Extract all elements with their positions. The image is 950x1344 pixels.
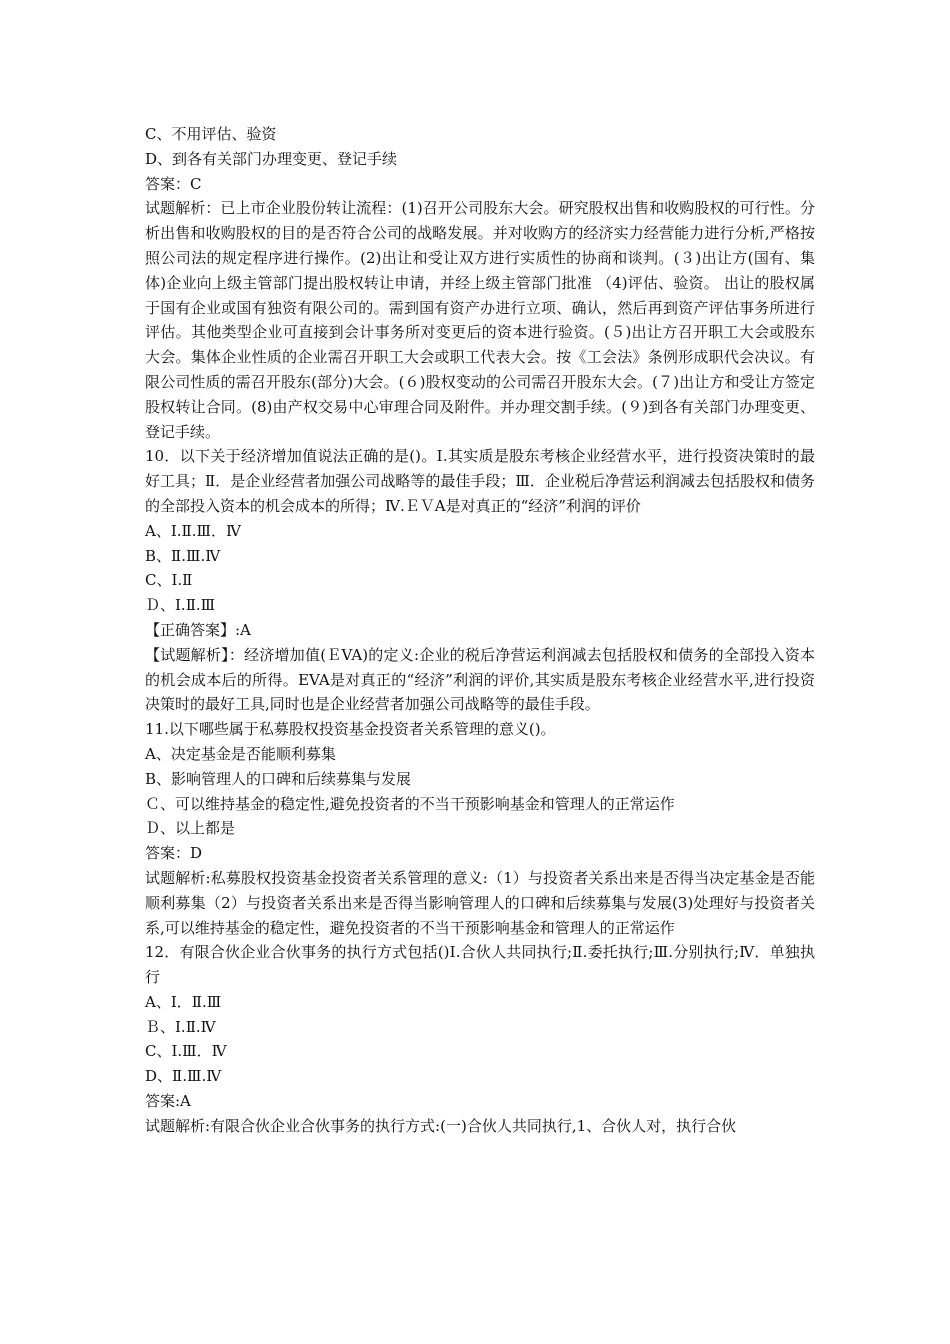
option-b: B、Ⅱ.Ⅲ.Ⅳ [145, 546, 221, 565]
option-a: A、决定基金是否能顺利募集 [145, 744, 336, 763]
option-d: Ｄ、以上都是 [145, 819, 236, 838]
correct-answer: 【正确答案】:A [145, 620, 251, 639]
explanation: 试题解析:有限合伙企业合伙事务的执行方式:(一)合伙人共同执行,1、合伙人对，执行合伙 [145, 1116, 737, 1135]
answer: 答案：C [145, 174, 202, 193]
option-b: B、影响管理人的口碑和后续募集与发展 [145, 769, 412, 788]
document-page [145, 122, 815, 1139]
option-c: C、Ⅰ.Ⅲ．Ⅳ [145, 1042, 227, 1061]
question-12: 12．有限合伙企业合伙事务的执行方式包括()Ⅰ.合伙人共同执行;Ⅱ.委托执行;Ⅲ.分别执行;Ⅳ．单独执行 [145, 943, 815, 987]
option-c: Ｃ、可以维持基金的稳定性,避免投资者的不当干预影响基金和管理人的正常运作 [145, 794, 675, 813]
answer: 答案:A [145, 1092, 191, 1111]
question-10: 10．以下关于经济增加值说法正确的是()。Ⅰ.其实质是股东考核企业经营水平，进行投资决策时的最好工具；Ⅱ．是企业经营者加强公司战略等的最佳手段；Ⅲ．企业税后净营运利润减去包括股权和债务的全部投入资本的机会成本的所得；Ⅳ.ＥＶA是对真正的“经济”利润的评价 [145, 447, 815, 515]
option-c: C、不用评估、验资 [145, 125, 277, 143]
explanation: 试题解析:私募股权投资基金投资者关系管理的意义:（1）与投资者关系出来是否得当决定基金是否能顺利募集（2）与投资者关系出来是否得当影响管理人的口碑和后续募集与发展(3)处理好与投资者关系,可以维持基金的稳定性，避免投资者的不当干预影响基金和管理人的正常运作 [145, 868, 815, 937]
question-11: 11.以下哪些属于私募股权投资基金投资者关系管理的意义()。 [145, 720, 556, 739]
explanation: 【试题解析】：经济增加值(ＥVA)的定义:企业的税后净营运利润减去包括股权和债务的全部投入资本的机会成本后的所得。EVA是对真正的“经济”利润的评价,其实质是股东考核企业经营水平,进行投资决策时的最好工具,同时也是企业经营者加强公司战略等的最佳手段。 [145, 645, 815, 714]
explanation: 试题解析：已上市企业股份转让流程：(1)召开公司股东大会。研究股权出售和收购股权的可行性。分析出售和收购股权的目的是否符合公司的战略发展。并对收购方的经济实力经营能力进行分析,严格按照公司法的规定程序进行操作。(2)出让和受让双方进行实质性的协商和谈判。(３)出让方(国有、集体)企业向上级主管部门提出股权转让申请，并经上级主管部门批准 （4)评估、验资。 出让的股权属于国有企业或国有独资有限公司的。需到国有资产办进行立项、确认，然后再到资产评估事务所进行评估。其他类型企业可直接到会计事务所对变更后的资本进行验资。(５)出让方召开职工大会或股东大会。集体企业性质的企业需召开职工大会或职工代表大会。按《工会法》条例形成职代会决议。有限公司性质的需召开股东(部分)大会。(６)股权变动的公司需召开股东大会。(７)出让方和受让方签定股权转让合同。(8)由产权交易中心审理合同及附件。并办理交割手续。(９)到各有关部门办理变更、登记手续。 [145, 199, 815, 441]
option-d: D、Ⅱ.Ⅲ.Ⅳ [145, 1067, 222, 1086]
option-c: C、Ⅰ.Ⅱ [145, 571, 193, 590]
option-d: Ｄ、Ⅰ.Ⅱ.Ⅲ [145, 596, 216, 615]
option-a: A、Ⅰ.Ⅱ.Ⅲ．Ⅳ [145, 521, 241, 540]
option-b: Ｂ、Ⅰ.Ⅱ.Ⅳ [145, 1017, 216, 1036]
option-a: A、Ⅰ．Ⅱ.Ⅲ [145, 992, 222, 1011]
option-d: D、到各有关部门办理变更、登记手续 [145, 149, 398, 168]
answer: 答案：D [145, 844, 203, 863]
